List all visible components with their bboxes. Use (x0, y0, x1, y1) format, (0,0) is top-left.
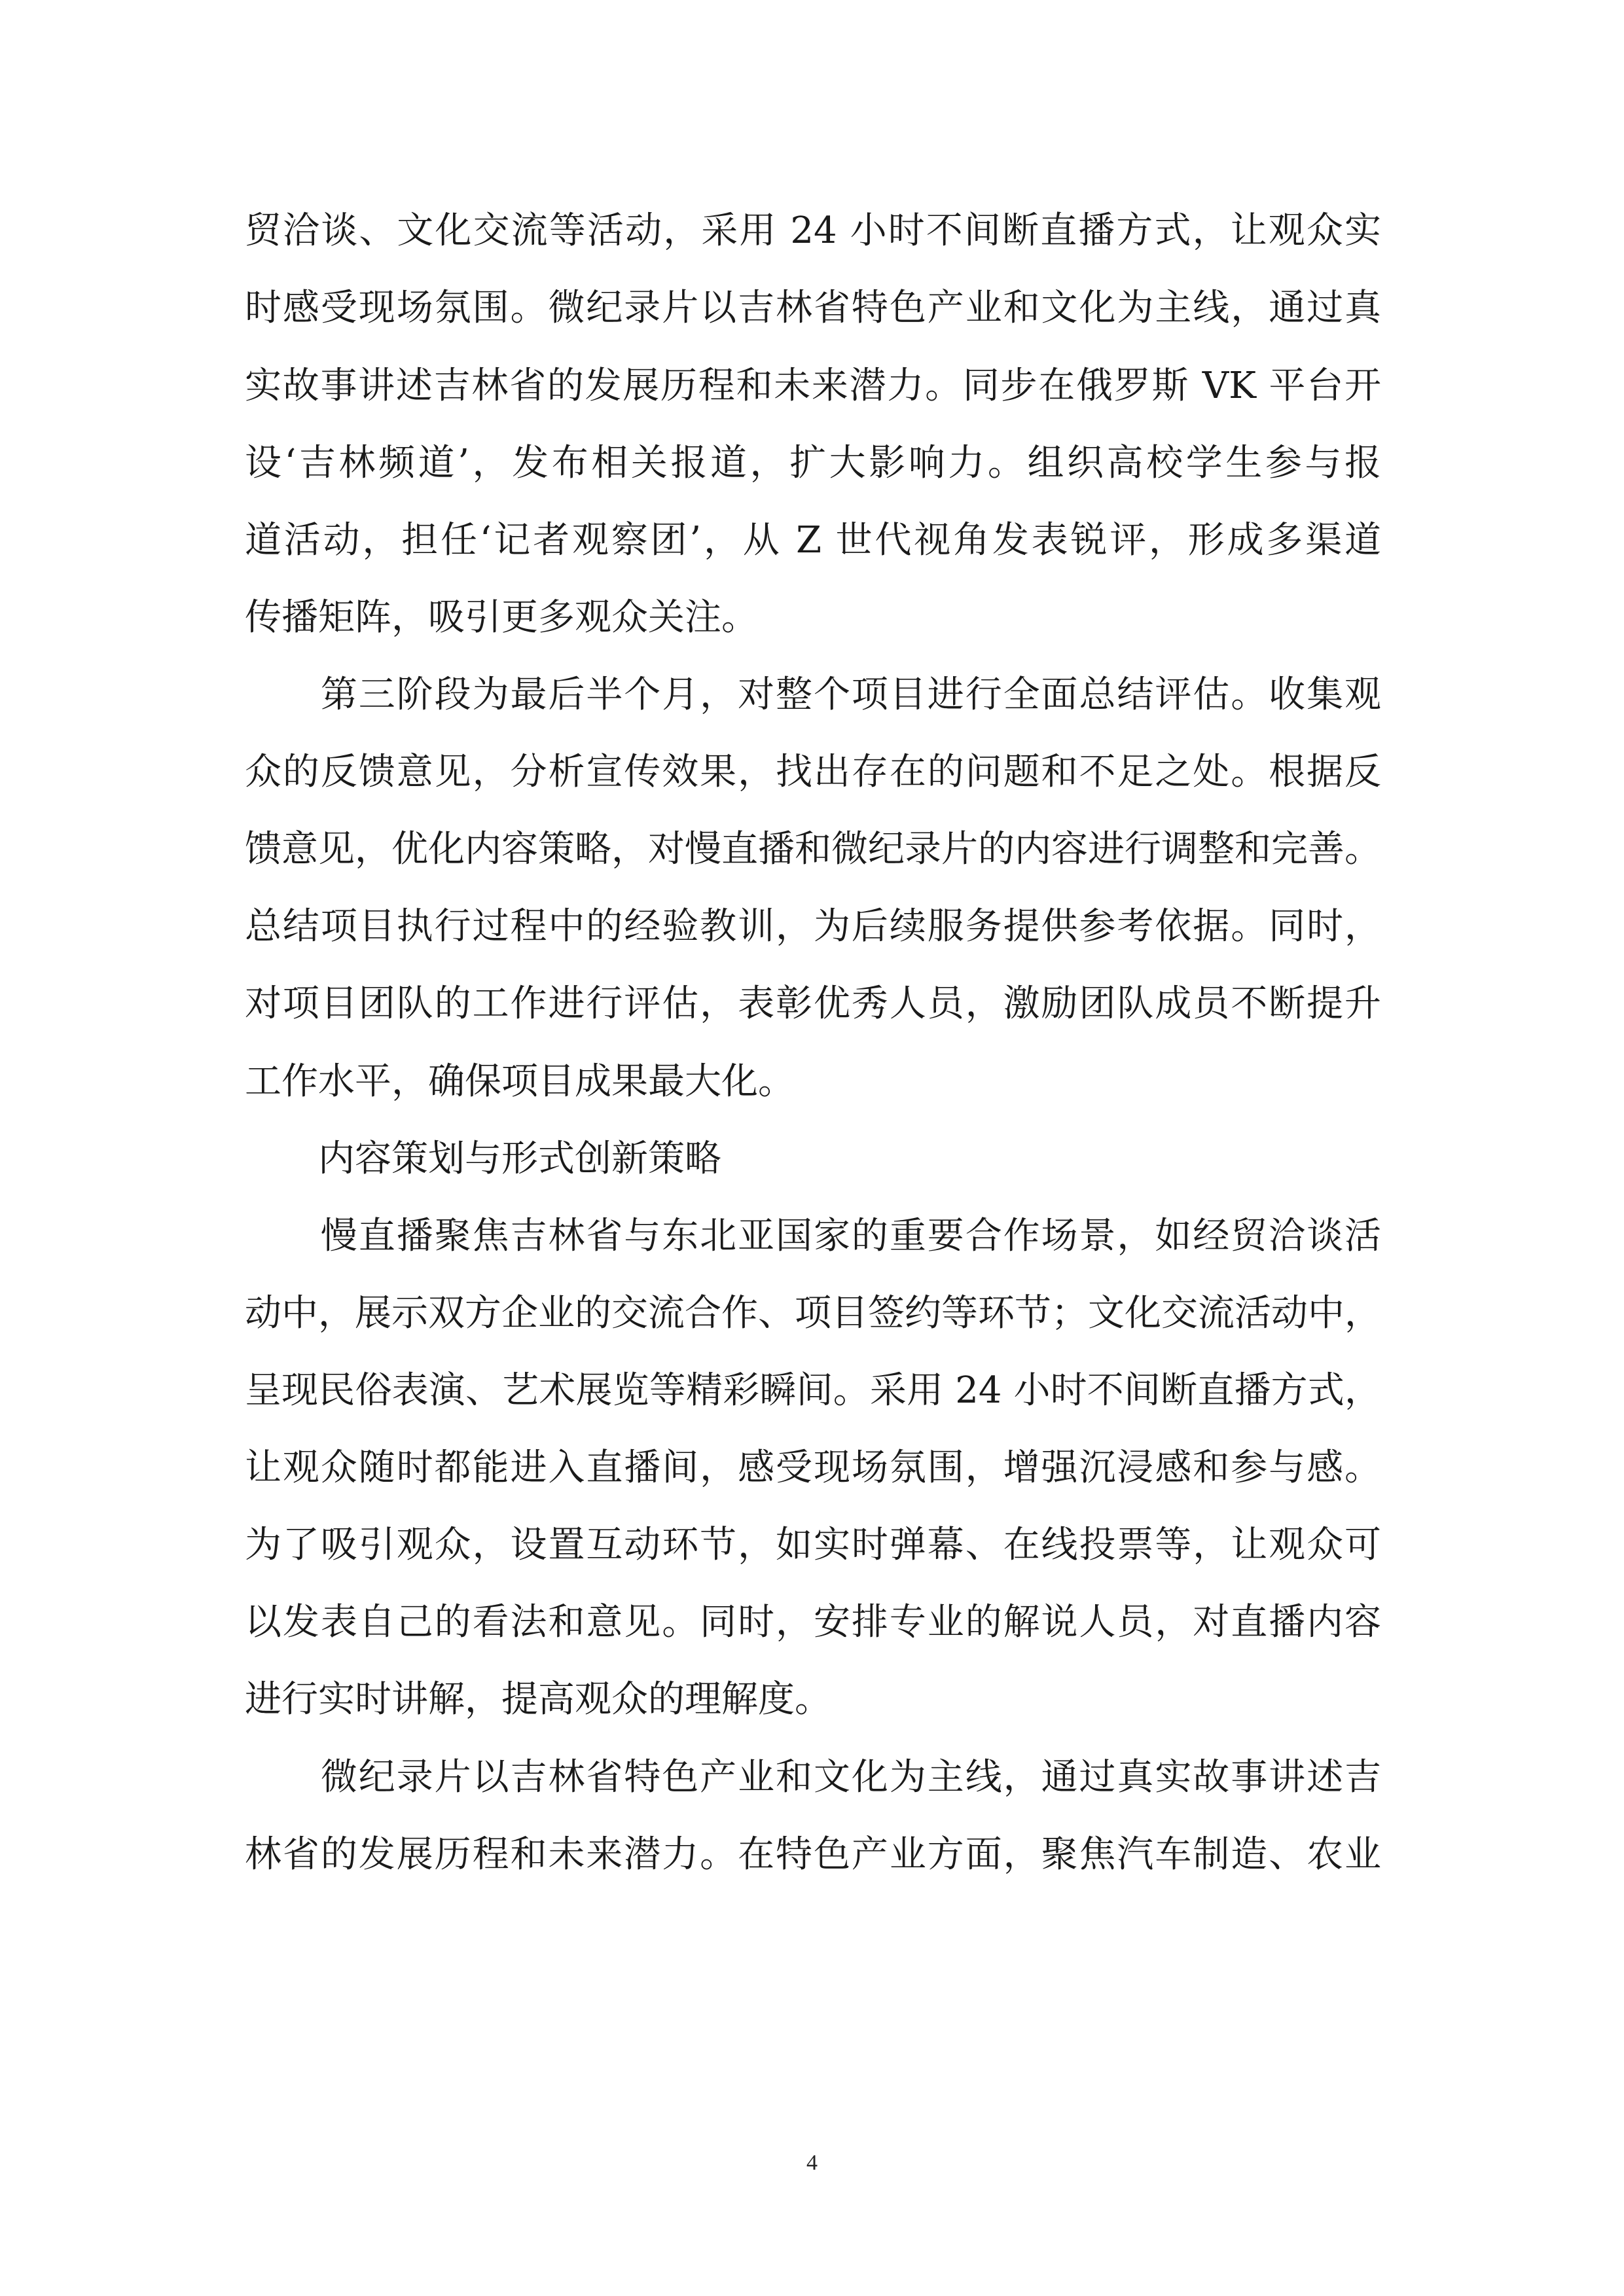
text-line: 慢直播聚焦吉林省与东北亚国家的重要合作场景，如经贸洽谈活 (245, 1215, 1381, 1257)
text-line: 道活动，担任‘记者观察团’，从 Z 世代视角发表锐评，形成多渠道 (245, 519, 1381, 562)
text-line: 为了吸引观众，设置互动环节，如实时弹幕、在线投票等，让观众可 (245, 1524, 1381, 1566)
text-line: 呈现民俗表演、艺术展览等精彩瞬间。采用 24 小时不间断直播方式， (245, 1369, 1381, 1412)
text-line: 贸洽谈、文化交流等活动，采用 24 小时不间断直播方式，让观众实 (245, 209, 1381, 252)
text-line: 工作水平，确保项目成果最大化。 (245, 1060, 795, 1103)
text-line: 对项目团队的工作进行评估，表彰优秀人员，激励团队成员不断提升 (245, 982, 1381, 1025)
text-line: 馈意见，优化内容策略，对慢直播和微纪录片的内容进行调整和完善。 (245, 828, 1381, 870)
text-line: 时感受现场氛围。微纪录片以吉林省特色产业和文化为主线，通过真 (245, 287, 1381, 329)
section-heading: 内容策划与形式创新策略 (245, 1138, 721, 1180)
text-line: 传播矩阵，吸引更多观众关注。 (245, 596, 758, 639)
text-line: 设‘吉林频道’，发布相关报道，扩大影响力。组织高校学生参与报 (245, 442, 1381, 484)
text-line: 总结项目执行过程中的经验教训，为后续服务提供参考依据。同时， (245, 905, 1381, 948)
text-line: 以发表自己的看法和意见。同时，安排专业的解说人员，对直播内容 (245, 1601, 1381, 1643)
text-line: 众的反馈意见，分析宣传效果，找出存在的问题和不足之处。根据反 (245, 751, 1381, 793)
text-line: 让观众随时都能进入直播间，感受现场氛围，增强沉浸感和参与感。 (245, 1446, 1381, 1489)
text-line: 林省的发展历程和未来潜力。在特色产业方面，聚焦汽车制造、农业 (245, 1833, 1381, 1876)
text-line: 微纪录片以吉林省特色产业和文化为主线，通过真实故事讲述吉 (245, 1756, 1381, 1799)
text-line: 进行实时讲解，提高观众的理解度。 (245, 1678, 831, 1721)
text-line: 实故事讲述吉林省的发展历程和未来潜力。同步在俄罗斯 VK 平台开 (245, 365, 1381, 407)
text-line: 动中，展示双方企业的交流合作、项目签约等环节；文化交流活动中， (245, 1292, 1381, 1335)
text-line: 第三阶段为最后半个月，对整个项目进行全面总结评估。收集观 (245, 673, 1381, 716)
page-number: 4 (806, 2151, 818, 2175)
